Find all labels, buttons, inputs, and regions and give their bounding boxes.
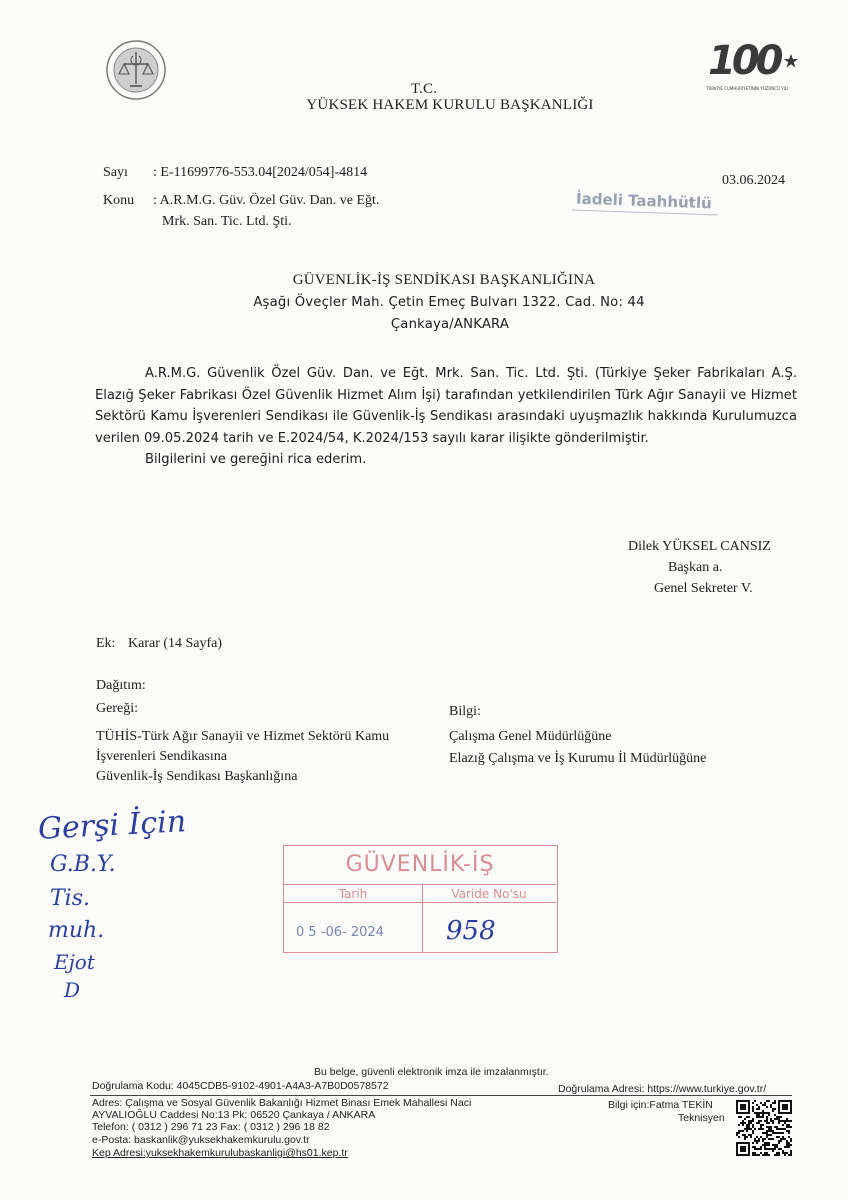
konu-label: Konu	[103, 193, 135, 208]
attachment-label: Ek:	[96, 636, 116, 651]
signatory-title-2: Genel Sekreter V.	[654, 581, 753, 596]
signatory-name: Dilek YÜKSEL CANSIZ	[628, 539, 771, 554]
info-contact: Bilgi için:Fatma TEKİN	[608, 1099, 713, 1111]
centennial-number: 100	[708, 38, 780, 84]
attachment-value: Karar (14 Sayfa)	[128, 636, 223, 651]
body-paragraph-1: A.R.M.G. Güvenlik Özel Güv. Dan. ve Eğt. Mrk. San. Tic. Ltd. Şti. (Türkiye Şeker Fabrikaları A.Ş. Elazığ Şeker Fabrikası Özel Güvenlik Hizmet Alım İşi) tarafından yetkilendirilen Türk Ağır Sanayii ve Hizmet Sektörü Kamu İşverenleri Sendikası ile Güvenlik-İş Sendikası arasındaki uyuşmazlık hakkında Kurulumuzca verilen 09.05.2024 tarih ve E.2024/54, K.2024/153 sayılı karar ilişikte gönderilmiştir.	[95, 366, 797, 446]
footer-address-2: AYVALIOĞLU Caddesi No:13 Pk: 06520 Çankaya / ANKARA	[92, 1109, 376, 1121]
footer-kep: Kep Adresi:yuksekhakemkurulubaskanligi@hs01.kep.tr	[92, 1147, 348, 1159]
gereği-item-3: Güvenlik-İş Sendikası Başkanlığına	[96, 769, 298, 784]
handwritten-note-2: G.B.Y.	[50, 852, 116, 877]
konu-line-2: Mrk. San. Tic. Ltd. Şti.	[162, 214, 292, 229]
recipient-name: GÜVENLİK-İŞ SENDİKASI BAŞKANLIĞINA	[292, 272, 596, 288]
letter-body	[95, 363, 797, 471]
handwritten-note-1: Gerşi İçin	[37, 804, 187, 847]
handwritten-note-3: Tis.	[50, 886, 90, 911]
recipient-address-1: Aşağı Öveçler Mah. Çetin Emeç Bulvarı 1322. Cad. No: 44	[253, 295, 645, 310]
distribution-label: Dağıtım:	[96, 678, 146, 693]
stamp-divider-horizontal-2	[284, 902, 556, 903]
verification-address: Doğrulama Adresi: https://www.turkiye.gov.tr/	[558, 1083, 767, 1095]
received-stamp	[283, 845, 558, 953]
bilgi-item-2: Elazığ Çalışma ve İş Kurumu İl Müdürlüğüne	[449, 751, 707, 766]
gereği-item-1: TÜHİS-Türk Ağır Sanayii ve Hizmet Sektörü Kamu	[96, 729, 390, 744]
stamp-date-value: 0 5 -06- 2024	[296, 925, 384, 940]
document-date: 03.06.2024	[722, 173, 785, 188]
gereği-label: Gereği:	[96, 701, 138, 716]
footer-phone: Telefon: ( 0312 ) 296 71 23 Fax: ( 0312 ) 296 18 82	[92, 1121, 330, 1133]
header-institution: YÜKSEK HAKEM KURULU BAŞKANLIĞI	[306, 97, 594, 113]
sayi-value: : E-11699776-553.04[2024/054]-4814	[153, 165, 368, 180]
received-stamp-title: GÜVENLİK-İŞ	[345, 852, 495, 877]
bilgi-label: Bilgi:	[449, 704, 481, 719]
handwritten-note-5: Ejot	[54, 950, 95, 974]
stamp-date-label: Tarih	[338, 887, 368, 901]
handwritten-note-6: D	[64, 978, 81, 1002]
body-paragraph-2: Bilgilerini ve gereğini rica ederim.	[145, 452, 367, 467]
footer-email: e-Posta: baskanlik@yuksekhakemkurulu.gov.tr	[92, 1134, 310, 1146]
konu-line-1: : A.R.M.G. Güv. Özel Güv. Dan. ve Eğt.	[153, 193, 380, 208]
gereği-item-2: İşverenleri Sendikasına	[96, 749, 228, 764]
verification-code: Doğrulama Kodu: 4045CDB5-9102-4901-A4A3-A7B0D0578572	[92, 1080, 389, 1092]
stamp-number-label: Varide No'su	[451, 887, 527, 901]
bilgi-item-1: Çalışma Genel Müdürlüğüne	[449, 729, 612, 744]
footer-divider	[90, 1095, 792, 1096]
centennial-text: TÜRKİYE CUMHURİYETİNİN YÜZÜNCÜ YILI	[706, 86, 789, 91]
qr-code-icon	[736, 1100, 792, 1156]
sayi-label: Sayı	[103, 165, 128, 180]
star-icon	[784, 54, 798, 68]
stamp-number-value: 958	[446, 916, 496, 946]
stamp-divider-horizontal	[284, 884, 556, 885]
signatory-title-1: Başkan a.	[668, 560, 723, 575]
info-role: Teknisyen	[678, 1112, 725, 1124]
esign-note: Bu belge, güvenli elektronik imza ile imzalanmıştır.	[314, 1066, 549, 1078]
delivery-stamp: İadeli Taahhütlü	[572, 189, 718, 215]
handwritten-note-4: muh.	[48, 918, 105, 943]
footer-address-1: Adres: Çalışma ve Sosyal Güvenlik Bakanlığı Hizmet Binası Emek Mahallesi Naci	[92, 1097, 472, 1109]
header-tc: T.C.	[410, 81, 438, 97]
recipient-address-2: Çankaya/ANKARA	[390, 317, 510, 332]
